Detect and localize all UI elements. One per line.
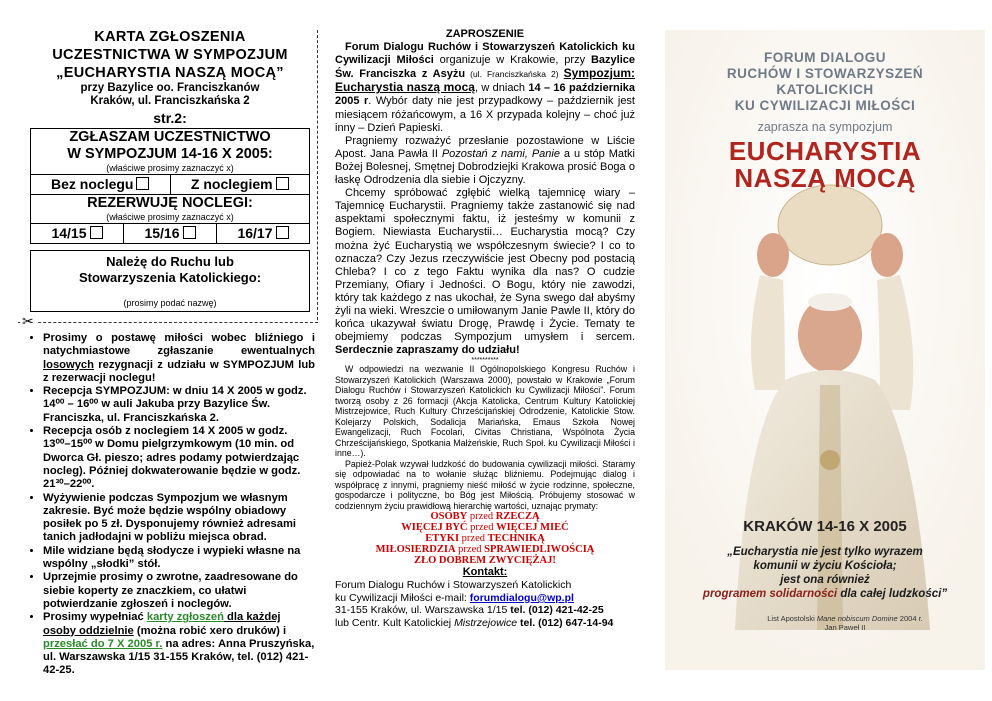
- reserve-heading: REZERWUJĘ NOCLEGI:: [87, 195, 253, 211]
- night-options: [31, 223, 309, 243]
- pope-description: Papież-Polak wzywał ludzkość do budowania cywilizacji miłości. Staramy się odpowiadać na to wołanie służąc bliźniemu. Podejmując dialog i współpracę z innymi, pragniemy nieść miłość w życie rodzinne, społeczne, gospodarcze i polityczne, bo Bóg jest Miłością. Próbujemy stosować w codziennym życiu prawidłową hierarchię wartości, uznając prymaty:: [335, 458, 635, 511]
- registration-box: [30, 128, 310, 244]
- list-item: • Uprzejmie prosimy o zwrotne, zaadresowane do siebie koperty ze znaczkiem, co ułatwi potwierdzanie zgłoszeń i noclegów.: [43, 571, 315, 611]
- night-14-15-checkbox[interactable]: [90, 226, 103, 239]
- mark-hint-2: (właściwe prosimy zaznaczyć x): [106, 212, 234, 222]
- night-16-17-checkbox[interactable]: [276, 226, 289, 239]
- night-16-17[interactable]: 16/17: [216, 224, 309, 243]
- paragraph-3: Chcemy spróbować zgłębić wielką tajemnicę wiary – Tajemnicę Eucharystii. Pragniemy także zastanowić się nad aspektami społecznymi faktu, iż jesteśmy w komunii z Bogiem. Niewiasta Eucharystii… Eucharystia mocą? Czy można żyć Eucharystią we współczesnym świecie? I co to oznacza? Czy Jezus rzeczywiście jest Obecny pod postacią Chleba? I co z tego Faktu wynika dla nas? O cudzie Przemiany, Ofiary i Jedności. O Bogu, który nie zawodzi, który tak każdego z nas ukochał, że Syna swego dał abyśmy żyli na wieki. Wreszcie o umiłowanym Janie Pawle II, który do końca ukazywał światu Drogę, Prawdę i Życie. Tematy te obejmiemy podczas Sympozjum umysłem i sercem. Serdecznie zapraszamy do udziału!: [335, 187, 635, 357]
- paragraph-1: Forum Dialogu Ruchów i Stowarzyszeń Katolickich ku Cywilizacji Miłości organizuje w Krakowie, przy Bazylice Św. Franciszka z Asyżu (ul. Franciszkańska 2) Sympozjum: Eucharystia naszą mocą, w dniach 14 – 16 października 2005 r. Wybór daty nie jest przypadkowy – październik jest miesiącem różańcowym, a 16 X przypada kolejny – choć już inny – Dzień Papieski.: [335, 41, 636, 134]
- list-item: • Prosimy wypełniać karty zgłoszeń dla każdej osoby oddzielnie (można robić xero druków) i przesłać do 7 X 2005 r. na adres: Anna Pruszyńska, ul. Warszawska 1/15 31-155 Kraków, tel. (012) 421-42-25.: [43, 611, 315, 677]
- card-title: KARTA ZGŁOSZENIA UCZESTNICTWA W SYMPOZJUM „EUCHARYSTIA NASZĄ MOCĄ”: [52, 29, 288, 81]
- membership-box[interactable]: [30, 250, 310, 312]
- contact-heading: Kontakt:: [462, 566, 508, 579]
- with-lodging-checkbox[interactable]: [276, 177, 289, 190]
- with-lodging-option[interactable]: Z noclegiem: [170, 175, 310, 194]
- email-link[interactable]: forumdialogu@wp.pl: [469, 591, 574, 604]
- invitation-text: [335, 28, 635, 629]
- poster-invite: zaprasza na sympozjum: [757, 120, 893, 134]
- list-item: • Recepcja osób z noclegiem 14 X 2005 w godz. 13⁰⁰–15⁰⁰ w Domu pielgrzymkowym (10 min. od Dworca Gł. pieszo; adres podamy potwierdzając nocleg). Później dokwaterowanie będzie w godz. 21³⁰–22⁰⁰.: [43, 425, 315, 491]
- lodging-options: [31, 174, 309, 194]
- night-15-16[interactable]: 15/16: [123, 224, 216, 243]
- member-hint: (prosimy podać nazwę): [123, 298, 217, 308]
- poster-org: FORUM DIALOGU RUCHÓW I STOWARZYSZEŃ KATOLICKICH KU CYWILIZACJI MIŁOŚCI: [726, 50, 924, 113]
- vertical-cut-line: [317, 30, 318, 320]
- info-list: [30, 332, 315, 678]
- registration-card: [30, 28, 310, 312]
- values-list: OSOBY przed RZECZĄ WIĘCEJ BYĆ przed WIĘCEJ MIEĆ ETYKI przed TECHNIKĄ MIŁOSIERDZIA przed SPRAWIEDLIWOŚCIĄ ZŁO DOBREM ZWYCIĘŻAJ!: [375, 511, 595, 567]
- scissors-icon: ✂: [22, 313, 34, 329]
- list-item: • Prosimy o postawę miłości wobec bliźniego i natychmiastowe zgłaszanie ewentualnych losowych rezygnacji z udziału w SYMPOZJUM lub z rezerwacji noclegu!: [43, 332, 315, 385]
- list-item: • Recepcja SYMPOZJUM: w dniu 14 X 2005 w godz. 14⁰⁰ – 16⁰⁰ w auli Jakuba przy Bazylice Św. Franciszka, ul. Franciszkańska 2.: [43, 385, 315, 425]
- list-item: • Wyżywienie podczas Sympozjum we własnym zakresie. Być może będzie wspólny obiadowy posiłek po 5 zł. Dysponujemy również adresami tanich jadłodajni w pobliżu miejsca obrad.: [43, 492, 315, 545]
- separator-stars: **********: [471, 357, 499, 365]
- horizontal-cut-line: [18, 322, 318, 323]
- list-item: • Mile widziane będą słodycze i wypieki własne na wspólny „słodki” stół.: [43, 545, 315, 572]
- forum-description: W odpowiedzi na wezwanie II Ogólnopolskiego Kongresu Ruchów i Stowarzyszeń Katolickich (Warszawa 2000), powstało w Krakowie „Forum Dialogu Ruchów i Stowarzyszeń Katolickich ku Cywilizacji Miłości”. Forum tworzą osoby z 26 formacji (Akcja Katolicka, Centrum Kultury Katolickiej Mistrzejowice, Ruch Kultury Chrześcijańskiej Odrodzenie, Katolickie Stow. Kolejarzy Polskich, Sodalicja Mariańska, Emaus Szkoła Nowej Ewangelizacji, Ruch Focolari, Civitas Christiana, Wspólnota Życia Chrześcijańskiego, Spotkania Małżeńskie, Ruch Społ. ku Cywilizacji Miłości i inne…).: [335, 364, 635, 459]
- night-14-15[interactable]: 14/15: [31, 224, 123, 243]
- no-lodging-option[interactable]: Bez noclegu: [31, 175, 170, 194]
- poster-dates: KRAKÓW 14-16 X 2005: [743, 518, 907, 535]
- forms-link[interactable]: karty zgłoszeń: [146, 611, 224, 624]
- no-lodging-checkbox[interactable]: [136, 177, 149, 190]
- poster-title: EUCHARYSTIA NASZĄ MOCĄ: [728, 136, 922, 193]
- paragraph-2: Pragniemy rozważyć przesłanie pozostawione w Liście Apost. Jana Pawła II Pozostań z nami, Panie a u stóp Matki Bożej Bolesnej, Smętnej Dobrodziejki Krakowa prosić Boga o łaskę Odrodzenia dla siebie i Ojczyzny.: [335, 134, 635, 187]
- night-15-16-checkbox[interactable]: [183, 226, 196, 239]
- member-heading: Należę do Ruchu lub Stowarzyszenia Katolickiego:: [78, 254, 262, 285]
- mark-hint: (właściwe prosimy zaznaczyć x): [106, 163, 234, 173]
- venue: przy Bazylice oo. Franciszkanów Kraków, ul. Franciszkańska 2: [80, 82, 260, 107]
- poster-source: List Apostolski Mane nobiscum Domine 2004 r. Jan Paweł II: [767, 614, 923, 632]
- invitation-heading: ZAPROSZENIE: [445, 28, 525, 40]
- register-heading: ZGŁASZAM UCZESTNICTWO W SYMPOZJUM 14-16 X 2005:: [67, 129, 273, 162]
- deadline-link[interactable]: przesłać do 7 X 2005 r.: [43, 637, 163, 650]
- page-number: str.2:: [153, 110, 187, 126]
- poster: [665, 30, 985, 670]
- contact-block: Forum Dialogu Ruchów i Stowarzyszeń Katolickich ku Cywilizacji Miłości e-mail: forumdialogu@wp.pl 31-155 Kraków, ul. Warszawska 1/15 tel. (012) 421-42-25 lub Centr. Kult Katolickiej Mistrzejowice tel. (012) 647-14-94: [335, 579, 614, 629]
- poster-quote: „Eucharystia nie jest tylko wyrazem komunii w życiu Kościoła; jest ona również programem solidarności dla całej ludzkości”: [702, 546, 948, 600]
